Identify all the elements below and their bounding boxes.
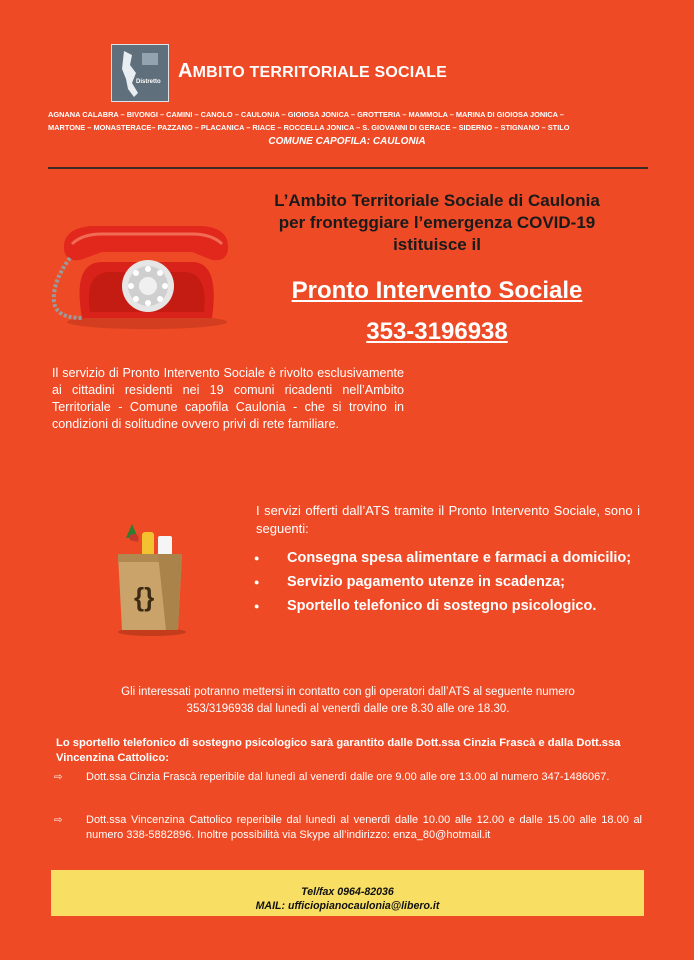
doctor-contact-text: Dott.ssa Vincenzina Cattolico reperibile dal lunedì al venerdì dalle 10.00 alle 12.00 e dalle 15.00 alle 18.00 al numero 338-5882896. Inoltre possibilità via Skype all’indirizzo: enza_80@hotmail.it — [86, 814, 642, 841]
service-phone[interactable]: 353-3196938 — [366, 318, 508, 345]
footer-tel[interactable]: Tel/fax 0964-82036 — [301, 886, 394, 898]
intro-line-1: L’Ambito Territoriale Sociale di Caulonia — [274, 191, 600, 210]
services-list — [254, 548, 654, 620]
telephone-icon — [42, 222, 234, 337]
footer-contact-box — [51, 870, 644, 916]
svg-text:{}: {} — [134, 582, 155, 612]
footer-mail[interactable]: MAIL: ufficiopianocaulonia@libero.it — [255, 900, 440, 912]
service-item-psychological: ● Sportello telefonico di sostegno psicologico. — [254, 596, 654, 617]
arrow-icon: ⇨ — [54, 772, 63, 783]
municipalities-list — [48, 108, 648, 134]
service-item-bills: ● Servizio pagamento utenze in scadenza; — [254, 572, 654, 593]
contact-line-2: 353/3196938 dal lunedì al venerdì dalle ore 8.30 alle ore 18.30. — [186, 703, 510, 715]
doctor-contact-text: Dott.ssa Cinzia Frascà reperibile dal lunedì al venerdì dalle ore 9.00 alle ore 13.00 al numero 347-1486067. — [86, 771, 610, 783]
bullet-icon: ● — [254, 577, 260, 587]
grocery-bag-icon — [112, 524, 188, 641]
service-name: Pronto Intervento Sociale — [291, 277, 583, 304]
doctor-contact-frasca — [54, 770, 642, 785]
psych-support-note: Lo sportello telefonico di sostegno psicologico sarà garantito dalle Dott.ssa Cinzia Frascà e dalla Dott.ssa Vincenzina Cattolico: — [56, 737, 621, 764]
contact-line-1: Gli interessati potranno mettersi in contatto con gli operatori dall’ATS al seguente numero — [121, 686, 575, 698]
municipalities-line-1: AGNANA CALABRA – BIVONGI – CAMINI – CANOLO – CAULONIA – GIOIOSA JONICA – GROTTERIA – MAMMOLA – MARINA DI GIOIOSA JONICA – — [48, 110, 564, 119]
doctor-contact-cattolico — [54, 813, 642, 843]
bullet-icon: ● — [254, 553, 260, 563]
map-icon — [112, 45, 168, 101]
intro-line-3: istituisce il — [393, 235, 481, 254]
contact-note — [48, 684, 648, 718]
municipalities-line-2: MARTONE – MONASTERACE– PAZZANO – PLACANICA – RIACE – ROCCELLA JONICA – S. GIOVANNI DI GERACE – SIDERNO – STIGNANO – STILO — [48, 123, 570, 132]
header-title: AMBITO TERRITORIALE SOCIALE — [178, 60, 448, 82]
district-logo — [111, 44, 169, 102]
service-description: Il servizio di Pronto Intervento Sociale è rivolto esclusivamente ai cittadini residenti nei 19 comuni ricadenti nell’Ambito Territoriale - Comune capofila Caulonia - che si trovino in condizioni di solitudine ovvero privi di rete familiare. — [52, 366, 404, 431]
arrow-icon: ⇨ — [54, 815, 63, 826]
services-intro: I servizi offerti dall’ATS tramite il Pronto Intervento Sociale, sono i seguenti: — [256, 503, 640, 536]
intro-line-2: per fronteggiare l’emergenza COVID-19 — [278, 213, 596, 232]
intro-heading — [222, 190, 652, 256]
logo-caption: Distretto — [136, 79, 161, 85]
header-divider — [48, 167, 648, 169]
bullet-icon: ● — [254, 601, 260, 611]
service-item-groceries: ● Consegna spesa alimentare e farmaci a domicilio; — [254, 548, 654, 569]
lead-municipality: COMUNE CAPOFILA: CAULONIA — [268, 136, 426, 147]
